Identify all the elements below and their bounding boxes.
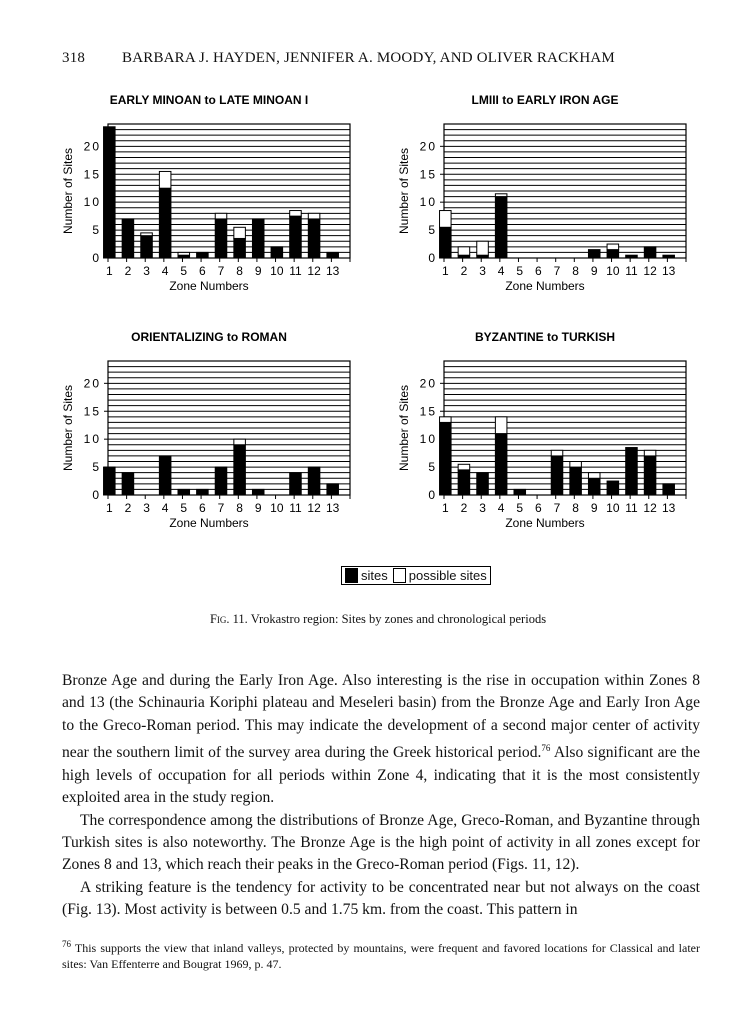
bar-possible-sites — [644, 450, 656, 456]
caption-fig-label: Fig. — [209, 612, 230, 626]
x-tick-label: 3 — [479, 501, 486, 515]
x-tick-label: 10 — [270, 264, 284, 278]
x-tick-label: 1 — [441, 501, 449, 515]
x-tick-label: 7 — [553, 501, 561, 515]
bar-sites — [308, 467, 320, 495]
bar-possible-sites — [234, 439, 246, 445]
paragraph-1-tail: Also significant are the high levels of occupation for all periods within Zone 4, indicating that it is the most consistently exploited area in the study region. — [62, 744, 700, 807]
x-tick-label: 6 — [199, 264, 206, 278]
x-tick-label: 9 — [254, 501, 262, 515]
bar-sites — [104, 467, 116, 495]
x-tick-label: 12 — [643, 264, 657, 278]
x-tick-label: 1 — [105, 264, 113, 278]
x-tick-label: 10 — [606, 264, 620, 278]
bar-sites — [252, 489, 264, 495]
bar-sites — [607, 250, 619, 258]
y-tick-label: 10 — [419, 432, 437, 447]
bar-sites — [234, 238, 246, 258]
y-tick-label: 20 — [419, 139, 437, 154]
paragraph-2: The correspondence among the distributions of Bronze Age, Greco-Roman, and Byzantine through Turkish sites is also noteworthy. The Bronze Age is the high point of activity in all zones except for Zones 8 and 13, which reach their peaks in the Greco-Roman period (Figs. 11, 12). — [62, 811, 700, 874]
x-tick-label: 5 — [180, 264, 188, 278]
x-tick-label: 10 — [606, 501, 620, 515]
y-tick-label: 20 — [83, 376, 101, 391]
footnote-text: This supports the view that inland valleys, protected by mountains, were frequent and favored locations for Classical and later sites: Van Effenterre and Bougrat 1969, p. 47. — [62, 941, 700, 971]
legend-swatch-possible-sites — [393, 568, 406, 583]
body-text — [62, 670, 700, 922]
x-tick-label: 2 — [460, 501, 468, 515]
chart-orientalizing-roman — [60, 325, 360, 555]
x-axis-label: Zone Numbers — [169, 516, 249, 530]
bar-possible-sites — [551, 450, 563, 456]
x-tick-label: 1 — [441, 264, 449, 278]
bar-sites — [234, 445, 246, 495]
bar-sites — [551, 456, 563, 495]
x-tick-label: 8 — [572, 264, 579, 278]
x-tick-label: 8 — [572, 501, 579, 515]
x-tick-label: 12 — [307, 501, 321, 515]
x-tick-label: 8 — [236, 264, 243, 278]
bar-possible-sites — [458, 464, 470, 470]
y-tick-label: 5 — [92, 223, 101, 238]
bar-possible-sites — [159, 171, 171, 188]
x-tick-label: 2 — [460, 264, 468, 278]
x-tick-label: 3 — [479, 264, 486, 278]
bar-sites — [440, 422, 452, 495]
caption-text: 11. Vrokastro region: Sites by zones and chronological periods — [232, 612, 547, 626]
footnote-ref: 76 — [541, 743, 551, 754]
x-axis-label: Zone Numbers — [505, 516, 585, 530]
bar-sites — [626, 448, 638, 495]
bar-sites — [215, 467, 227, 495]
x-tick-label: 5 — [180, 501, 188, 515]
y-axis-label: Number of Sites — [397, 147, 411, 235]
chart-svg — [396, 325, 696, 555]
chart-title: ORIENTALIZING to ROMAN — [131, 330, 287, 344]
y-axis-label: Number of Sites — [61, 147, 75, 235]
bar-sites — [440, 227, 452, 258]
y-tick-label: 0 — [428, 251, 437, 265]
bar-sites — [663, 484, 675, 495]
chart-title: LMIII to EARLY IRON AGE — [471, 93, 619, 107]
y-tick-label: 0 — [92, 488, 101, 502]
bar-sites — [644, 247, 656, 258]
x-tick-label: 2 — [124, 264, 132, 278]
x-tick-label: 13 — [662, 501, 676, 515]
footnote-number: 76 — [62, 939, 71, 949]
y-tick-label: 10 — [83, 432, 101, 447]
bar-sites — [644, 456, 656, 495]
bar-sites — [252, 219, 264, 258]
bar-sites — [122, 473, 134, 495]
x-tick-label: 9 — [590, 264, 598, 278]
x-tick-label: 9 — [254, 264, 262, 278]
bar-sites — [588, 478, 600, 495]
x-tick-label: 11 — [289, 501, 302, 515]
x-tick-label: 10 — [270, 501, 284, 515]
paragraph-3: A striking feature is the tendency for activity to be concentrated near but not always on the coast (Fig. 13). Most activity is between 0.5 and 1.75 km. from the coast. This pattern in — [62, 878, 700, 919]
bar-sites — [197, 252, 209, 258]
bar-sites — [159, 188, 171, 258]
bar-sites — [327, 252, 339, 258]
y-tick-label: 0 — [428, 488, 437, 502]
chart-early-minoan — [60, 88, 360, 318]
x-tick-label: 13 — [662, 264, 676, 278]
x-tick-label: 11 — [625, 501, 638, 515]
x-tick-label: 7 — [217, 264, 225, 278]
y-axis-label: Number of Sites — [397, 384, 411, 472]
bar-sites — [570, 467, 582, 495]
bar-possible-sites — [308, 213, 320, 219]
bar-sites — [495, 197, 507, 258]
x-axis-label: Zone Numbers — [169, 279, 249, 293]
y-tick-label: 15 — [419, 404, 437, 419]
x-tick-label: 12 — [307, 264, 321, 278]
bar-possible-sites — [178, 252, 190, 255]
x-axis-label: Zone Numbers — [505, 279, 585, 293]
bar-sites — [159, 456, 171, 495]
bar-possible-sites — [440, 417, 452, 423]
y-tick-label: 10 — [419, 195, 437, 210]
y-tick-label: 20 — [83, 139, 101, 154]
chart-svg — [60, 325, 360, 555]
bar-sites — [626, 255, 638, 258]
y-tick-label: 5 — [92, 460, 101, 475]
x-tick-label: 6 — [199, 501, 206, 515]
bar-sites — [308, 219, 320, 258]
bar-sites — [514, 489, 526, 495]
chart-svg — [396, 88, 696, 318]
bar-possible-sites — [607, 244, 619, 250]
x-tick-label: 4 — [497, 264, 505, 278]
y-tick-label: 20 — [419, 376, 437, 391]
chart-byzantine-turkish — [396, 325, 696, 555]
bar-possible-sites — [141, 233, 153, 236]
x-tick-label: 9 — [590, 501, 598, 515]
chart-legend — [341, 566, 491, 585]
bar-sites — [197, 489, 209, 495]
x-tick-label: 5 — [516, 264, 524, 278]
bar-sites — [327, 484, 339, 495]
paragraph-1 — [62, 670, 700, 810]
author-names: BARBARA J. HAYDEN, JENNIFER A. MOODY, AND OLIVER RACKHAM — [122, 50, 615, 66]
x-tick-label: 11 — [625, 264, 638, 278]
bar-possible-sites — [495, 417, 507, 434]
x-tick-label: 6 — [535, 264, 542, 278]
y-tick-label: 15 — [419, 167, 437, 182]
bar-possible-sites — [234, 227, 246, 238]
y-tick-label: 5 — [428, 460, 437, 475]
x-tick-label: 4 — [161, 501, 169, 515]
bar-sites — [477, 473, 489, 495]
bar-sites — [104, 127, 116, 258]
y-axis-label: Number of Sites — [61, 384, 75, 472]
x-tick-label: 4 — [497, 501, 505, 515]
x-tick-label: 8 — [236, 501, 243, 515]
bar-possible-sites — [458, 247, 470, 255]
x-tick-label: 3 — [143, 501, 150, 515]
y-tick-label: 10 — [83, 195, 101, 210]
bar-sites — [271, 247, 283, 258]
bar-possible-sites — [290, 211, 302, 217]
x-tick-label: 11 — [289, 264, 302, 278]
bar-possible-sites — [495, 194, 507, 197]
x-tick-label: 5 — [516, 501, 524, 515]
x-tick-label: 3 — [143, 264, 150, 278]
bar-possible-sites — [570, 462, 582, 468]
legend-label-possible-sites: possible sites — [408, 568, 487, 583]
bar-sites — [290, 216, 302, 258]
bar-sites — [290, 473, 302, 495]
legend-label-sites: sites — [361, 568, 388, 583]
bar-sites — [495, 434, 507, 495]
bar-sites — [458, 470, 470, 495]
y-tick-label: 15 — [83, 404, 101, 419]
y-tick-label: 15 — [83, 167, 101, 182]
bar-sites — [607, 481, 619, 495]
chart-title: EARLY MINOAN to LATE MINOAN I — [109, 93, 309, 107]
bar-sites — [141, 236, 153, 258]
x-tick-label: 1 — [105, 501, 113, 515]
chart-svg — [60, 88, 360, 318]
x-tick-label: 13 — [326, 264, 340, 278]
bar-sites — [588, 250, 600, 258]
y-tick-label: 5 — [428, 223, 437, 238]
footnote — [62, 936, 700, 972]
x-tick-label: 7 — [553, 264, 561, 278]
x-tick-label: 6 — [535, 501, 542, 515]
bar-sites — [663, 255, 675, 258]
paragraph-1-text: Bronze Age and during the Early Iron Age. Also interesting is the rise in occupation within Zones 8 and 13 (the Schinauria Koriphi plateau and Meseleri basin) from the Bronze Age and Early Iron Age to the Greco-Roman period. This may indicate the development of a second major center of activity near the southern limit of the survey area during the Greek historical period. — [62, 672, 700, 762]
y-tick-label: 0 — [92, 251, 101, 265]
legend-swatch-sites — [345, 568, 358, 583]
chart-title: BYZANTINE to TURKISH — [475, 330, 615, 344]
bar-possible-sites — [440, 211, 452, 228]
x-tick-label: 2 — [124, 501, 132, 515]
x-tick-label: 12 — [643, 501, 657, 515]
bar-sites — [215, 219, 227, 258]
bar-sites — [178, 489, 190, 495]
chart-lmiii-early-iron-age — [396, 88, 696, 318]
figure-caption — [0, 612, 756, 627]
bar-possible-sites — [588, 473, 600, 479]
page-number: 318 — [62, 50, 86, 66]
bar-possible-sites — [477, 241, 489, 255]
bar-sites — [122, 219, 134, 258]
x-tick-label: 7 — [217, 501, 225, 515]
bar-possible-sites — [215, 213, 227, 219]
x-tick-label: 4 — [161, 264, 169, 278]
x-tick-label: 13 — [326, 501, 340, 515]
